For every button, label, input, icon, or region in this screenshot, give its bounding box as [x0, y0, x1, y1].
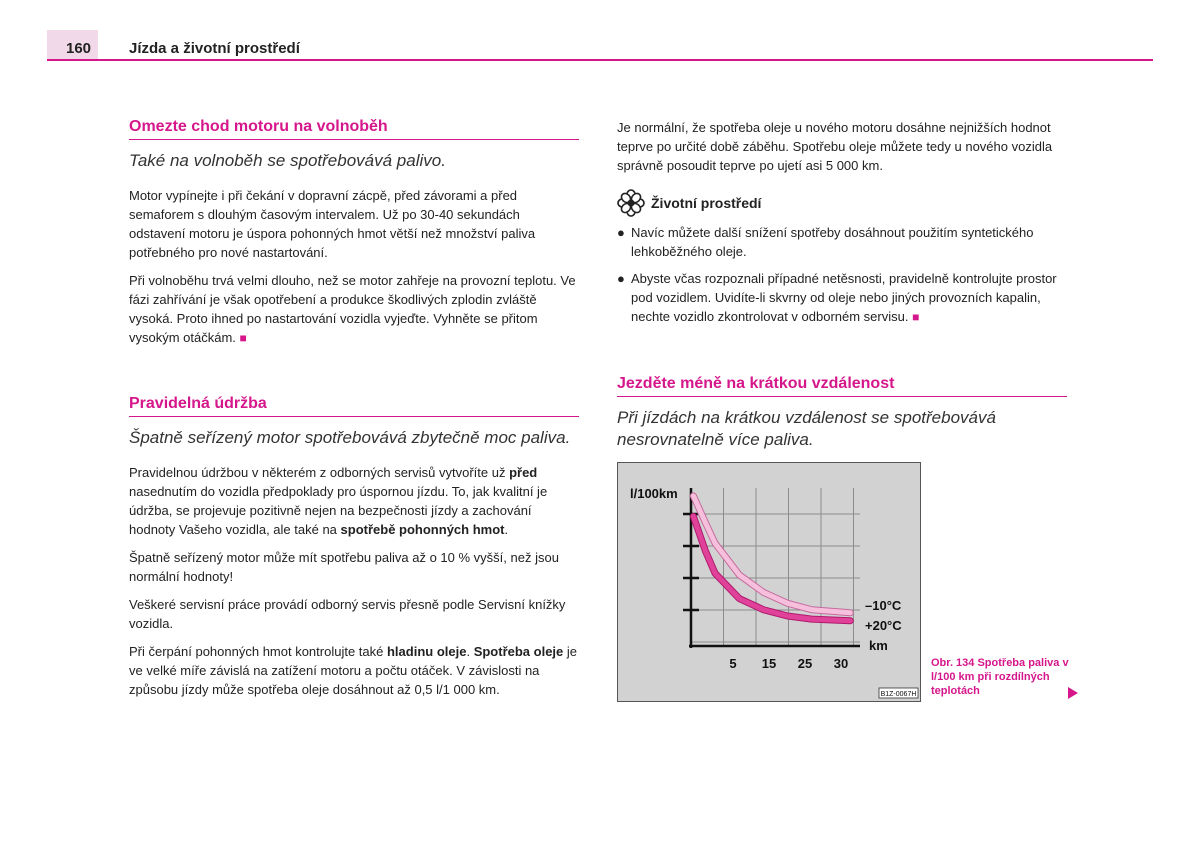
flower-icon — [617, 189, 645, 217]
x-tick-label: 25 — [797, 656, 813, 671]
paragraph: Pravidelnou údržbou v některém z odborných servisů vytvoříte už před nasednutím do vozidla předpoklady pro úspornou jízdu. To, jak kvalitní je údržba, se projevuje pozitivně nejen na bezpečnosti jízdy a zachování hodnoty Vašeho vozidla, ale také na spotřebě pohonných hmot. — [129, 465, 548, 537]
left-column — [129, 118, 579, 708]
figure-code: B1Z-0067H — [880, 691, 917, 698]
paragraph: Je normální, že spotřeba oleje u nového motoru dosáhne nejnižších hodnot teprve po určité době záběhu. Spotřebu oleje můžete tedy u nového vozidla správně posoudit teprve po ujetí asi 5 000 km. — [617, 120, 1053, 173]
x-tick-label: 5 — [729, 656, 737, 671]
bullet-dot: ● — [617, 225, 625, 240]
series-line-outline — [693, 516, 850, 620]
paragraph: Při čerpání pohonných hmot kontrolujte také hladinu oleje. Spotřeba oleje je ve velké míře závislá na zatížení motoru a počtu otáček. V závislosti na způsobu jízdy může spotřeba oleje dosáhnout až 0,5 l/1 000 km. — [129, 644, 577, 697]
section-lead-idle: Také na volnoběh se spotřebovává palivo. — [129, 151, 446, 170]
environment-note-title: Životní prostředí — [651, 195, 762, 211]
paragraph: Při volnoběhu trvá velmi dlouho, než se motor zahřeje na provozní teplotu. Ve fázi zahřívání je však opotřebení a produkce škodlivých zplodin zvláště vysoká. Proto ihned po nastartování vozidla vyjeďte. Vyhněte se přitom vysokým otáčkám. ■ — [129, 273, 576, 345]
y-axis-label: l/100km — [630, 486, 678, 501]
series-label: +20°C — [865, 618, 902, 633]
page-number: 160 — [66, 40, 92, 57]
section-title-maintenance: Pravidelná údržba — [129, 395, 579, 417]
section-lead-short-trips: Při jízdách na krátkou vzdálenost se spotřebovává nesrovnatelně více paliva. — [617, 408, 996, 449]
section-title-idle: Omezte chod motoru na volnoběh — [129, 118, 579, 140]
series-line — [693, 516, 850, 620]
environment-note-header — [617, 189, 1067, 217]
section-end-mark: ■ — [912, 310, 920, 324]
right-column — [617, 118, 1067, 465]
section-title-short-trips: Jezděte méně na krátkou vzdálenost — [617, 375, 1067, 397]
paragraph: Motor vypínejte i při čekání v dopravní zácpě, před závorami a před semaforem s dlouhým časovým intervalem. Už po 30-40 sekundách odstavení motoru je úspora pohonných hmot větší než množství paliva potřebného pro nové nastartování. — [129, 188, 536, 260]
x-tick-label: 15 — [761, 656, 777, 671]
x-axis-label: km — [869, 638, 888, 653]
section-lead-maintenance: Špatně seřízený motor spotřebovává zbytečně moc paliva. — [129, 428, 571, 447]
bullet-dot: ● — [617, 271, 625, 286]
series-line — [693, 496, 850, 613]
fuel-consumption-chart — [617, 462, 921, 702]
bullet-item: ● Navíc můžete další snížení spotřeby dosáhnout použitím syntetického lehkoběžného oleje. — [617, 225, 1034, 259]
chapter-title: Jízda a životní prostředí — [129, 40, 300, 57]
header-rule — [47, 59, 1153, 61]
series-label: –10°C — [865, 598, 902, 613]
next-page-arrow-icon — [1068, 687, 1078, 699]
paragraph: Špatně seřízený motor může mít spotřebu paliva až o 10 % vyšší, než jsou normální hodnoty! — [129, 550, 559, 584]
figure-caption: Obr. 134 Spotřeba paliva v l/100 km při rozdílných teplotách — [931, 657, 1069, 697]
paragraph: Veškeré servisní práce provádí odborný servis přesně podle Servisní knížky vozidla. — [129, 597, 566, 631]
x-tick-label: 30 — [833, 656, 849, 671]
section-end-mark: ■ — [239, 331, 247, 345]
bullet-item: ● Abyste včas rozpoznali případné netěsnosti, pravidelně kontrolujte prostor pod vozidlem. Uvidíte-li skvrny od oleje nebo jiných provozních kapalin, nechte vozidlo zkontrolovat v odborném servisu. ■ — [617, 269, 1067, 327]
chart-svg — [618, 463, 920, 701]
